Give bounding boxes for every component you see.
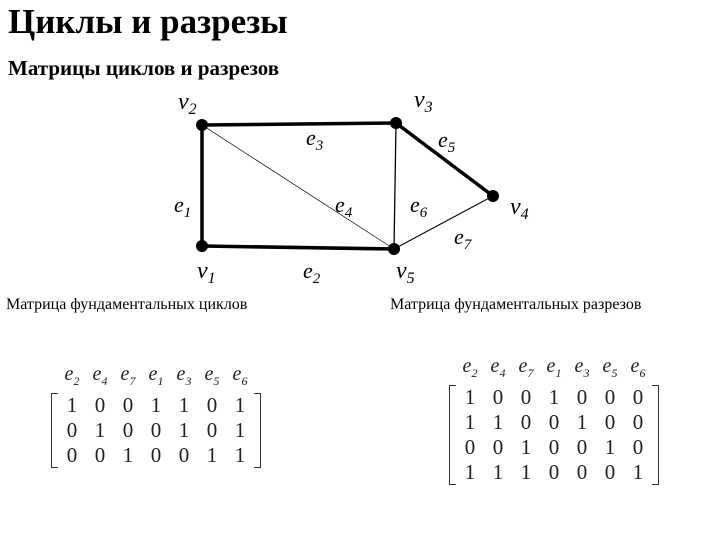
column-header: $e_7$ bbox=[518, 355, 534, 380]
edge-e2 bbox=[202, 246, 394, 249]
vertex-v5 bbox=[388, 243, 400, 255]
matrix-cell: 1 bbox=[464, 460, 476, 484]
vertex-label-v5: $v_5$ bbox=[396, 258, 415, 287]
edge-label-e5: $e_5$ bbox=[438, 127, 456, 156]
matrix-cell: 0 bbox=[492, 435, 504, 459]
matrix-row bbox=[456, 410, 652, 435]
matrix-cell: 1 bbox=[520, 460, 532, 484]
matrix-cell: 0 bbox=[66, 418, 78, 442]
vertex-label-v1: $v_1$ bbox=[197, 258, 216, 287]
matrix-row bbox=[58, 443, 254, 468]
matrix-header bbox=[58, 362, 254, 393]
page-title: Циклы и разрезы bbox=[8, 2, 288, 41]
matrix-cell: 0 bbox=[94, 443, 106, 467]
matrix-cell: 0 bbox=[604, 410, 616, 434]
matrix-cell: 0 bbox=[122, 418, 134, 442]
edge-e4 bbox=[202, 125, 394, 249]
column-header: $e_4$ bbox=[490, 355, 506, 380]
matrix-row bbox=[456, 385, 652, 410]
matrix-cell: 1 bbox=[492, 460, 504, 484]
matrix-cell: 0 bbox=[548, 435, 560, 459]
matrix-cell: 1 bbox=[178, 393, 190, 417]
matrix-cell: 1 bbox=[632, 460, 644, 484]
matrix-cell: 0 bbox=[604, 385, 616, 409]
matrix-cell: 1 bbox=[464, 410, 476, 434]
matrix-cell: 0 bbox=[94, 393, 106, 417]
matrix-cell: 0 bbox=[66, 443, 78, 467]
vertex-v2 bbox=[196, 119, 208, 131]
edge-e6 bbox=[394, 123, 396, 249]
column-header: $e_4$ bbox=[92, 363, 108, 388]
matrix-cell: 1 bbox=[520, 435, 532, 459]
matrix-row bbox=[58, 393, 254, 418]
column-header: $e_6$ bbox=[630, 355, 646, 380]
matrix-cell: 1 bbox=[206, 443, 218, 467]
matrix-cell: 1 bbox=[234, 443, 246, 467]
matrix-cell: 0 bbox=[548, 460, 560, 484]
matrix-cell: 0 bbox=[632, 435, 644, 459]
matrix-cell: 0 bbox=[576, 385, 588, 409]
edge-label-e4: $e_4$ bbox=[335, 192, 353, 221]
vertex-label-v4: $v_4$ bbox=[510, 194, 529, 223]
column-header: $e_6$ bbox=[232, 363, 248, 388]
matrix-cell: 1 bbox=[576, 410, 588, 434]
edge-label-e2: $e_2$ bbox=[303, 258, 321, 287]
matrix-cell: 0 bbox=[492, 385, 504, 409]
matrix-cell: 1 bbox=[492, 410, 504, 434]
vertex-label-v3: $v_3$ bbox=[414, 87, 433, 116]
matrix-cell: 1 bbox=[548, 385, 560, 409]
matrix-cell: 0 bbox=[464, 435, 476, 459]
matrix-cell: 1 bbox=[66, 393, 78, 417]
vertex-v1 bbox=[196, 240, 208, 252]
edge-e3 bbox=[202, 123, 396, 125]
vertex-v3 bbox=[390, 117, 402, 129]
matrix-cell: 0 bbox=[548, 410, 560, 434]
matrix-cell: 0 bbox=[150, 443, 162, 467]
matrix-row bbox=[456, 460, 652, 485]
matrix-cell: 0 bbox=[206, 393, 218, 417]
edge-label-e3: $e_3$ bbox=[306, 125, 324, 154]
matrix-cell: 0 bbox=[604, 460, 616, 484]
matrix-body bbox=[456, 385, 652, 485]
page-subtitle: Матрицы циклов и разрезов bbox=[8, 56, 280, 80]
edge-label-e1: $e_1$ bbox=[174, 192, 192, 221]
column-header: $e_7$ bbox=[120, 363, 136, 388]
edge-label-e6: $e_6$ bbox=[410, 192, 428, 221]
matrix-cell: 0 bbox=[576, 460, 588, 484]
cycles-matrix bbox=[58, 362, 254, 468]
matrix-cell: 1 bbox=[94, 418, 106, 442]
column-header: $e_2$ bbox=[462, 355, 478, 380]
matrix-cell: 0 bbox=[178, 443, 190, 467]
matrix-cell: 1 bbox=[604, 435, 616, 459]
matrix-cell: 1 bbox=[122, 443, 134, 467]
cycles-matrix-label: Матрица фундаментальных циклов bbox=[6, 296, 248, 313]
matrix-cell: 0 bbox=[632, 385, 644, 409]
matrix-cell: 0 bbox=[520, 385, 532, 409]
matrix-cell: 1 bbox=[178, 418, 190, 442]
matrix-cell: 0 bbox=[576, 435, 588, 459]
vertex-v4 bbox=[487, 190, 499, 202]
matrix-cell: 0 bbox=[122, 393, 134, 417]
matrix-cell: 0 bbox=[206, 418, 218, 442]
edge-label-e7: $e_7$ bbox=[454, 224, 472, 253]
vertex-label-v2: $v_2$ bbox=[178, 89, 197, 118]
column-header: $e_1$ bbox=[148, 363, 164, 388]
edge-e7 bbox=[394, 196, 493, 249]
matrix-cell: 0 bbox=[520, 410, 532, 434]
matrix-row bbox=[456, 435, 652, 460]
matrix-cell: 1 bbox=[234, 393, 246, 417]
column-header: $e_5$ bbox=[602, 355, 618, 380]
column-header: $e_2$ bbox=[64, 363, 80, 388]
matrix-header bbox=[456, 354, 652, 385]
matrix-cell: 1 bbox=[464, 385, 476, 409]
matrix-row bbox=[58, 418, 254, 443]
column-header: $e_1$ bbox=[546, 355, 562, 380]
column-header: $e_3$ bbox=[176, 363, 192, 388]
matrix-cell: 1 bbox=[234, 418, 246, 442]
cuts-matrix bbox=[456, 354, 652, 485]
column-header: $e_5$ bbox=[204, 363, 220, 388]
cuts-matrix-label: Матрица фундаментальных разрезов bbox=[390, 296, 642, 313]
column-header: $e_3$ bbox=[574, 355, 590, 380]
matrix-cell: 0 bbox=[150, 418, 162, 442]
matrix-body bbox=[58, 393, 254, 468]
matrix-cell: 0 bbox=[632, 410, 644, 434]
matrix-cell: 1 bbox=[150, 393, 162, 417]
